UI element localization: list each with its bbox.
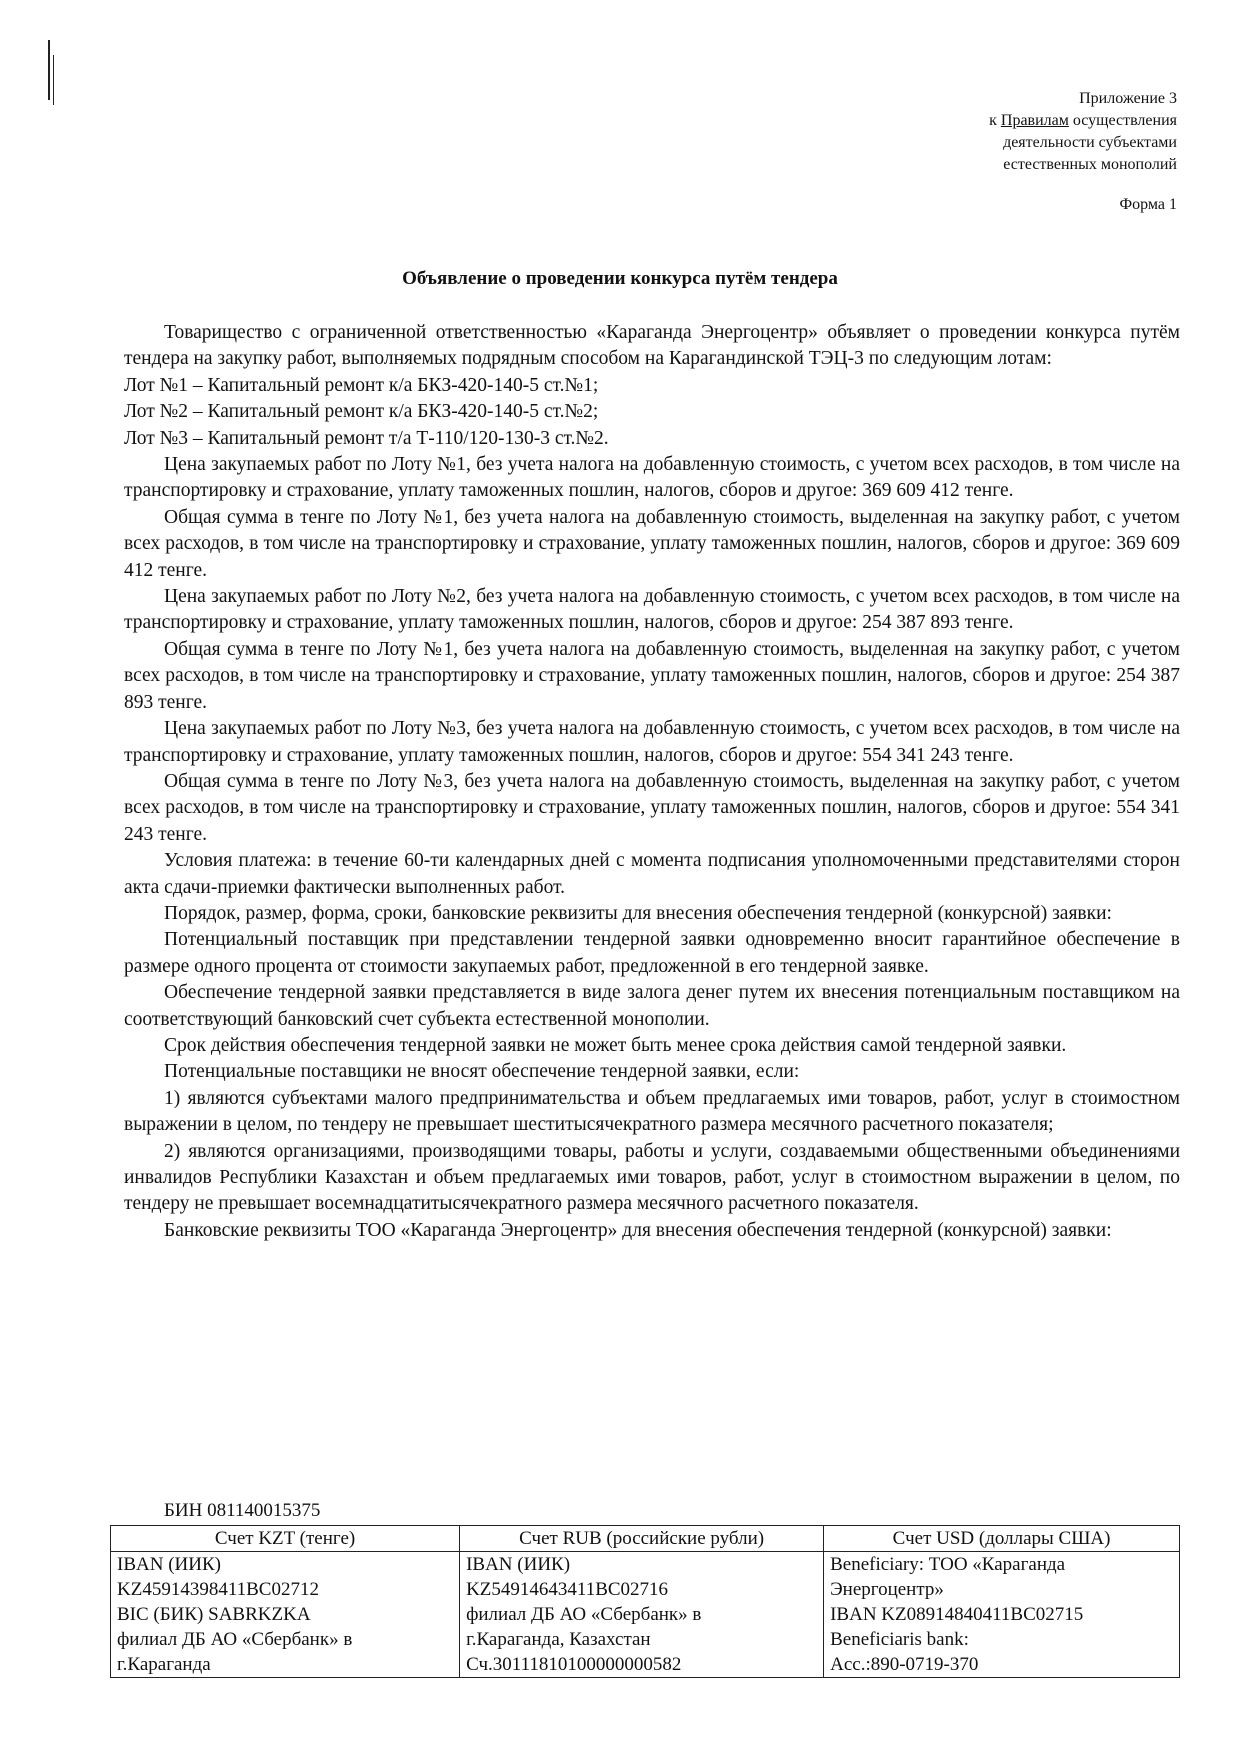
usd-account-cell [824, 1552, 1180, 1678]
appendix-prefix: к [989, 112, 1001, 129]
paragraph-intro: Товарищество с ограниченной ответственностью «Караганда Энергоцентр» объявляет о проведении конкурса путём тендера на закупку работ, выполняемых подрядным способом на Карагандинской ТЭЦ-3 по следующим лотам: [124, 322, 1180, 370]
document-title: Объявление о проведении конкурса путём тендера [402, 268, 838, 289]
bank-details-table [110, 1525, 1180, 1678]
scan-margin-line [48, 40, 50, 100]
rub-line: филиал ДБ АО «Сбербанк» в [466, 1604, 702, 1625]
lot-1: Лот №1 – Капитальный ремонт к/а БКЗ-420-140-5 ст.№1; [124, 374, 599, 396]
paragraph-exempt-1: 1) являются субъектами малого предпринимательства и объем предлагаемых ими товаров, работ, услуг в стоимостном выражении в целом, по тендеру не превышает шеститысячекратного размера месячного расчетного показателя; [124, 1087, 1180, 1136]
paragraph-security-form: Обеспечение тендерной заявки представляется в виде залога денег путем их внесения потенциальным поставщиком на соответствующий банковский счет субъекта естественной монополии. [124, 982, 1180, 1030]
bank-table-row [111, 1552, 1180, 1678]
header-rub: Счет RUB (российские рубли) [460, 1526, 824, 1552]
paragraph-total-lot-1: Общая сумма в тенге по Лоту №1, без учета налога на добавленную стоимость, выделенная на закупку работ, с учетом всех расходов, в том числе на транспортировку и страхование, уплату таможенных пошлин, налогов, сборов и другое: 369 609 412 тенге. [124, 506, 1180, 581]
usd-line: IBAN KZ08914840411BC02715 [830, 1604, 1084, 1625]
usd-line: Beneficiary: ТОО «Караганда [830, 1554, 1066, 1575]
paragraph-security-term: Срок действия обеспечения тендерной заявки не может быть менее срока действия самой тендерной заявки. [164, 1034, 1067, 1056]
rub-line: Сч.30111810100000000582 [466, 1654, 682, 1675]
lot-2: Лот №2 – Капитальный ремонт к/а БКЗ-420-140-5 ст.№2; [124, 401, 599, 423]
kzt-line: BIC (БИК) SABRKZKA [117, 1604, 311, 1625]
rub-line: KZ54914643411BC02716 [466, 1579, 669, 1600]
kzt-account-cell [111, 1552, 460, 1678]
bin-number: БИН 081140015375 [164, 1500, 321, 1521]
paragraph-payment-terms: Условия платежа: в течение 60-ти календарных дней с момента подписания уполномоченными представителями сторон акта сдачи-приемки фактически выполненных работ. [124, 850, 1180, 898]
header-usd: Счет USD (доллары США) [824, 1526, 1180, 1552]
form-label: Форма 1 [1119, 196, 1177, 213]
bank-table-header-row [111, 1526, 1180, 1552]
paragraph-total-lot-3: Общая сумма в тенге по Лоту №3, без учета налога на добавленную стоимость, выделенная на закупку работ, с учетом всех расходов, в том числе на транспортировку и страхование, уплату таможенных пошлин, налогов, сборов и другое: 554 341 243 тенге. [124, 770, 1180, 845]
paragraph-security-order: Порядок, размер, форма, сроки, банковские реквизиты для внесения обеспечения тендерной (конкурсной) заявки: [164, 902, 1112, 924]
rub-line: IBAN (ИИК) [466, 1554, 571, 1575]
kzt-line: KZ45914398411BC02712 [117, 1579, 319, 1600]
appendix-header [989, 88, 1177, 176]
header-kzt: Счет KZT (тенге) [111, 1526, 460, 1552]
paragraph-exempt-intro: Потенциальные поставщики не вносят обеспечение тендерной заявки, если: [164, 1061, 800, 1083]
paragraph-total-lot-2: Общая сумма в тенге по Лоту №1, без учета налога на добавленную стоимость, выделенная на закупку работ, с учетом всех расходов, в том числе на транспортировку и страхование, уплату таможенных пошлин, налогов, сборов и другое: 254 387 893 тенге. [124, 638, 1180, 713]
document-body [124, 320, 1180, 1244]
lot-3: Лот №3 – Капитальный ремонт т/а Т-110/120-130-3 ст.№2. [124, 427, 609, 449]
appendix-line-2 [989, 110, 1177, 132]
usd-line: Энергоцентр» [830, 1579, 944, 1600]
appendix-line-1: Приложение 3 [1079, 90, 1177, 107]
paragraph-bank-details: Банковские реквизиты ТОО «Караганда Энергоцентр» для внесения обеспечения тендерной (конкурсной) заявки: [164, 1219, 1112, 1241]
usd-line: Acc.:890-0719-370 [830, 1654, 979, 1675]
paragraph-exempt-2: 2) являются организациями, производящими товары, работы и услуги, создаваемыми общественными объединениями инвалидов Республики Казахстан и объем предлагаемых ими товаров, работ, услуг в стоимостном выражении в целом, по тендеру не превышает восемнадцатитысячекратного размера месячного расчетного показателя. [124, 1140, 1180, 1215]
usd-line: Beneficiaris bank: [830, 1629, 969, 1650]
rub-account-cell [460, 1552, 824, 1678]
rules-link: Правилам [1000, 112, 1069, 129]
paragraph-price-lot-3: Цена закупаемых работ по Лоту №3, без учета налога на добавленную стоимость, с учетом всех расходов, в том числе на транспортировку и страхование, уплату таможенных пошлин, налогов, сборов и другое: 554 341 243 тенге. [124, 718, 1180, 766]
rub-line: г.Караганда, Казахстан [466, 1629, 651, 1650]
paragraph-potential-supplier: Потенциальный поставщик при представлении тендерной заявки одновременно вносит гарантийное обеспечение в размере одного процента от стоимости закупаемых работ, предложенной в его тендерной заявке. [124, 929, 1180, 977]
paragraph-price-lot-1: Цена закупаемых работ по Лоту №1, без учета налога на добавленную стоимость, с учетом всех расходов, в том числе на транспортировку и страхование, уплату таможенных пошлин, налогов, сборов и другое: 369 609 412 тенге. [124, 454, 1180, 502]
scan-margin-line [53, 55, 54, 105]
paragraph-price-lot-2: Цена закупаемых работ по Лоту №2, без учета налога на добавленную стоимость, с учетом всех расходов, в том числе на транспортировку и страхование, уплату таможенных пошлин, налогов, сборов и другое: 254 387 893 тенге. [124, 586, 1180, 634]
appendix-line-4: естественных монополий [1003, 156, 1177, 173]
appendix-suffix: осуществления [1068, 112, 1177, 129]
kzt-line: филиал ДБ АО «Сбербанк» в [117, 1629, 353, 1650]
appendix-line-3: деятельности субъектами [1003, 134, 1177, 151]
kzt-line: г.Караганда [117, 1654, 211, 1675]
kzt-line: IBAN (ИИК) [117, 1554, 221, 1575]
